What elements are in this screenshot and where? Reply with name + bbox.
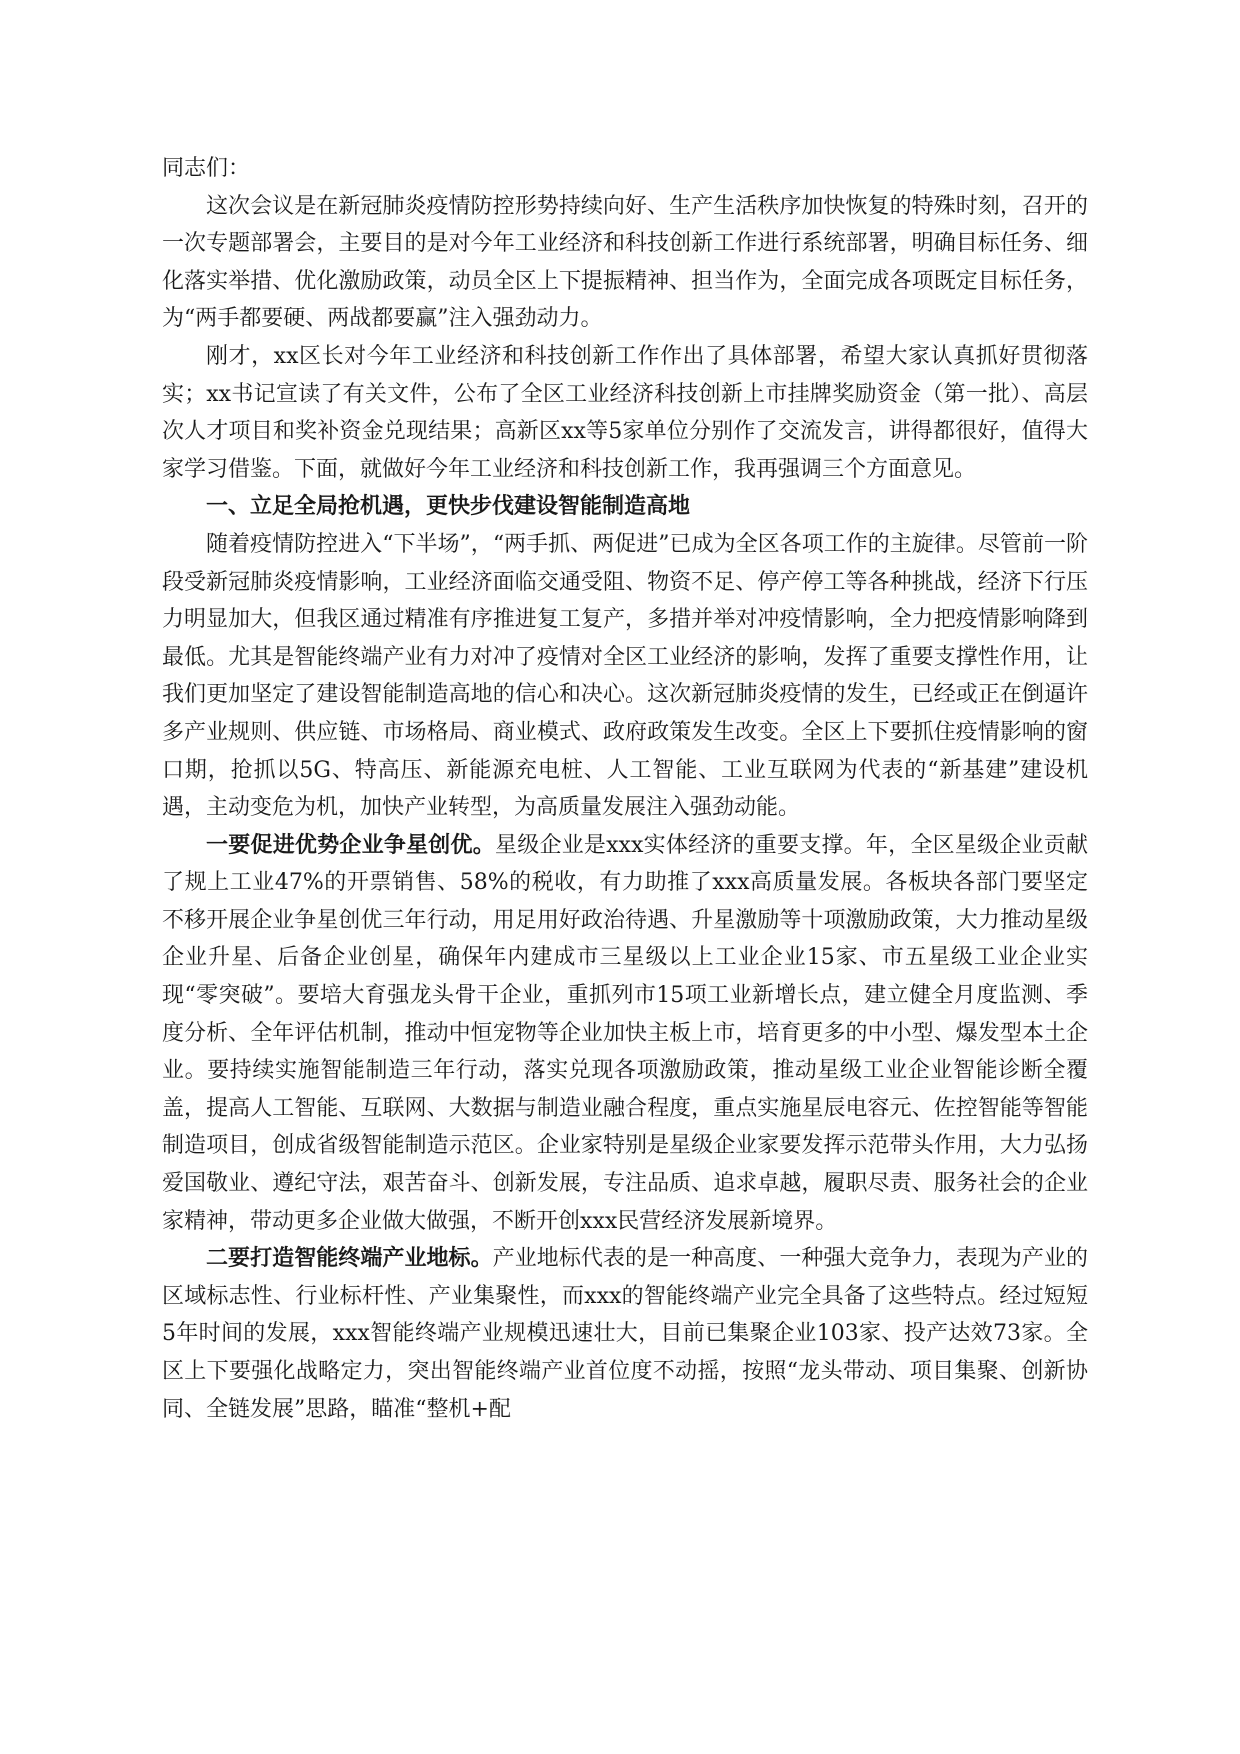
- point-1-lead: 一要促进优势企业争星创优。: [206, 831, 495, 858]
- document-page: [162, 150, 1088, 1428]
- intro-paragraph: 这次会议是在新冠肺炎疫情防控形势持续向好、生产生活秩序加快恢复的特殊时刻，召开的一次专题部署会，主要目的是对今年工业经济和科技创新工作进行系统部署，明确目标任务、细化落实举措、优化激励政策，动员全区上下提振精神、担当作为，全面完成各项既定目标任务，为“两手都要硬、两战都要赢”注入强劲动力。: [162, 193, 1088, 332]
- section-heading-1: 一、立足全局抢机遇，更快步伐建设智能制造高地: [206, 493, 691, 520]
- point-2-lead: 二要打造智能终端产业地标。: [206, 1245, 493, 1272]
- point-1-text: 星级企业是xxx实体经济的重要支撑。年，全区星级企业贡献了规上工业47%的开票销售、58%的税收，有力助推了xxx高质量发展。各板块各部门要坚定不移开展企业争星创优三年行动，用足用好政治待遇、升星激励等十项激励政策，大力推动星级企业升星、后备企业创星，确保年内建成市三星级以上工业企业15家、市五星级工业企业实现“零突破”。要培大育强龙头骨干企业，重抓列市15项工业新增长点，建立健全月度监测、季度分析、全年评估机制，推动中恒宠物等企业加快主板上市，培育更多的中小型、爆发型本土企业。要持续实施智能制造三年行动，落实兑现各项激励政策，推动星级工业企业智能诊断全覆盖，提高人工智能、互联网、大数据与制造业融合程度，重点实施星辰电容元、佐控智能等智能制造项目，创成省级智能制造示范区。企业家特别是星级企业家要发挥示范带头作用，大力弘扬爱国敬业、遵纪守法，艰苦奋斗、创新发展，专注品质、追求卓越，履职尽责、服务社会的企业家精神，带动更多企业做大做强，不断开创xxx民营经济发展新境界。: [162, 832, 1088, 1234]
- salutation: 同志们：: [162, 156, 251, 181]
- point-2-paragraph: [162, 1240, 1088, 1428]
- summary-paragraph: 刚才，xx区长对今年工业经济和科技创新工作作出了具体部署，希望大家认真抓好贯彻落实；xx书记宣读了有关文件，公布了全区工业经济科技创新上市挂牌奖励资金（第一批）、高层次人才项目和奖补资金兑现结果；高新区xx等5家单位分别作了交流发言，讲得都很好，值得大家学习借鉴。下面，就做好今年工业经济和科技创新工作，我再强调三个方面意见。: [162, 343, 1088, 482]
- section-1-paragraph: 随着疫情防控进入“下半场”，“两手抓、两促进”已成为全区各项工作的主旋律。尽管前一阶段受新冠肺炎疫情影响，工业经济面临交通受阻、物资不足、停产停工等各种挑战，经济下行压力明显加大，但我区通过精准有序推进复工复产，多措并举对冲疫情影响，全力把疫情影响降到最低。尤其是智能终端产业有力对冲了疫情对全区工业经济的影响，发挥了重要支撑性作用，让我们更加坚定了建设智能制造高地的信心和决心。这次新冠肺炎疫情的发生，已经或正在倒逼许多产业规则、供应链、市场格局、商业模式、政府政策发生改变。全区上下要抓住疫情影响的窗口期，抢抓以5G、特高压、新能源充电桩、人工智能、工业互联网为代表的“新基建”建设机遇，主动变危为机，加快产业转型，为高质量发展注入强劲动能。: [162, 531, 1088, 821]
- point-2-text: 产业地标代表的是一种高度、一种强大竞争力，表现为产业的区域标志性、行业标杆性、产业集聚性，而xxx的智能终端产业完全具备了这些特点。经过短短5年时间的发展，xxx智能终端产业规模迅速壮大，目前已集聚企业103家、投产达效73家。全区上下要强化战略定力，突出智能终端产业首位度不动摇，按照“龙头带动、项目集聚、创新协同、全链发展”思路，瞄准“整机+配: [162, 1246, 1088, 1422]
- point-1-paragraph: [162, 827, 1088, 1241]
